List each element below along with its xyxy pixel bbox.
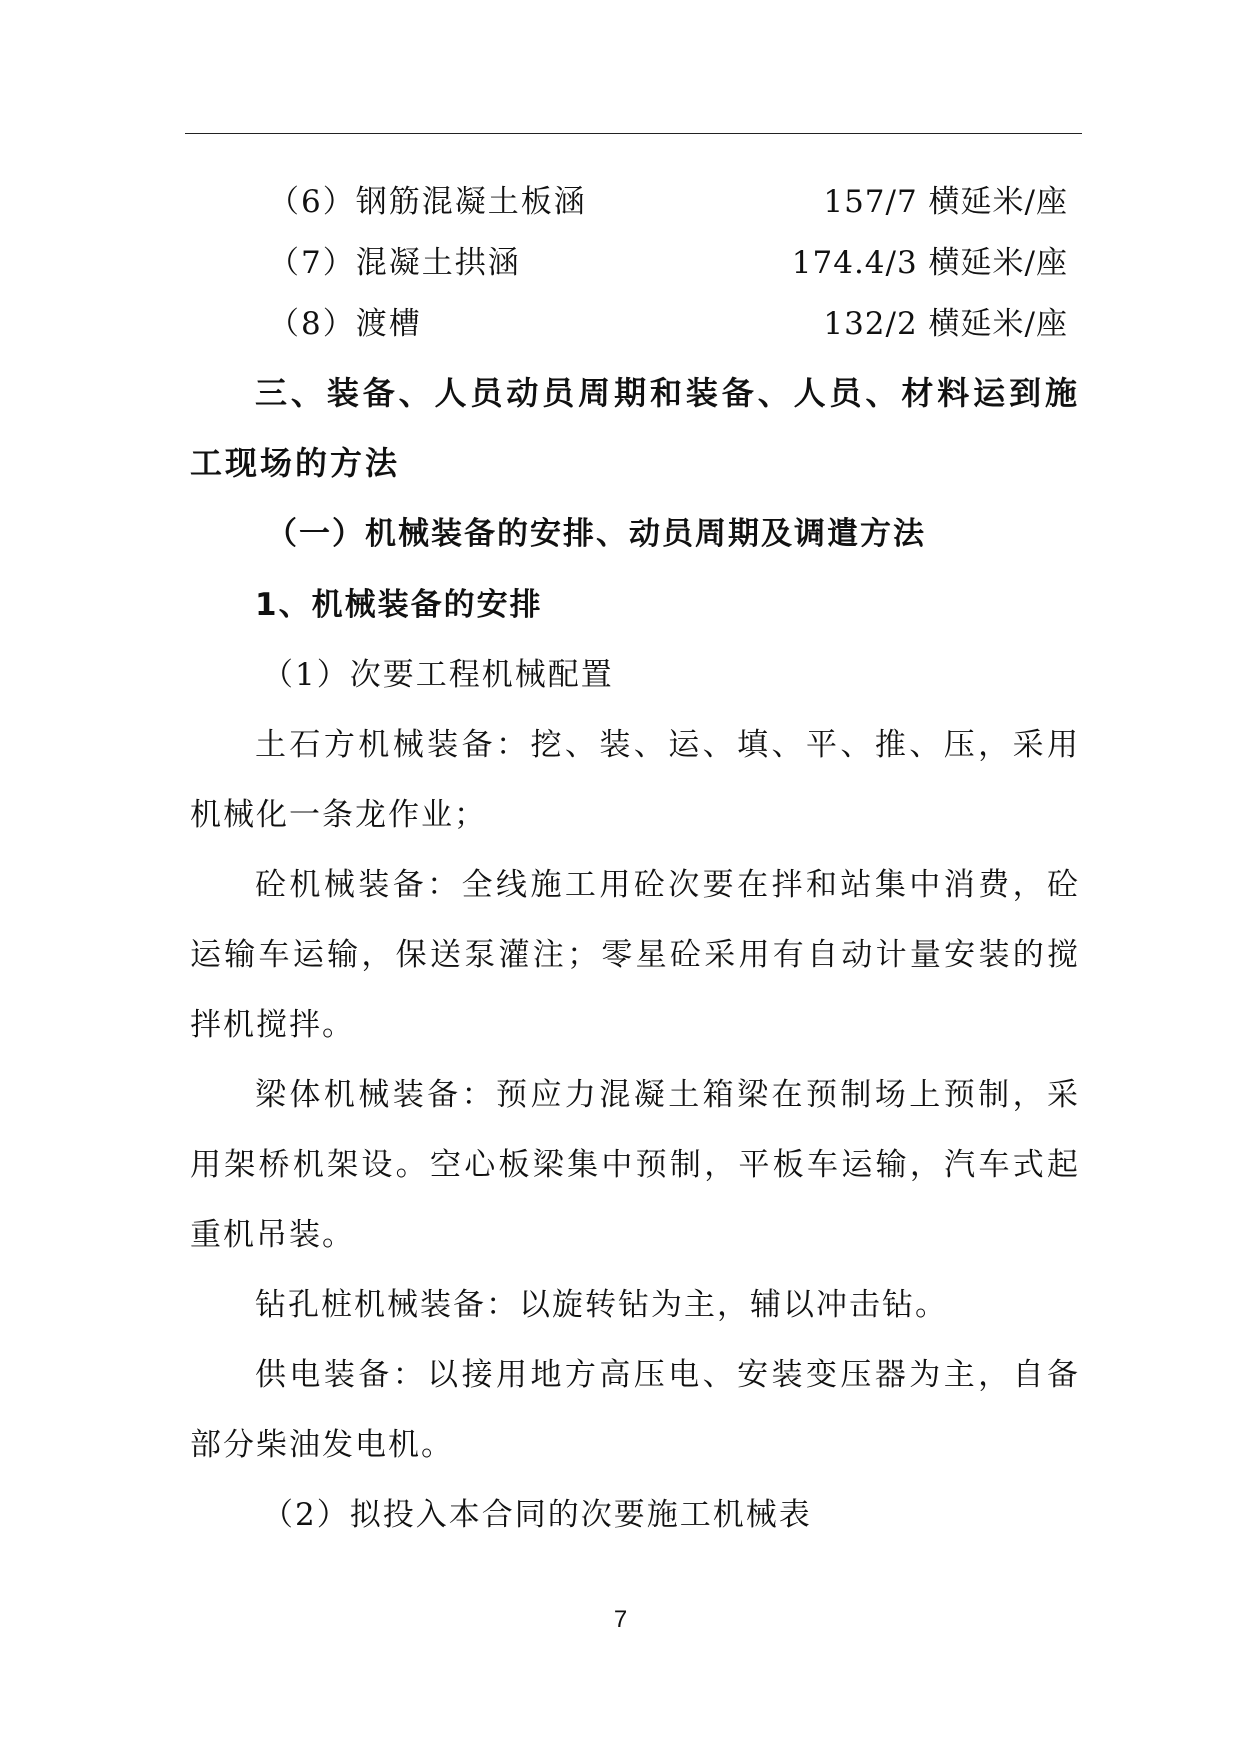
- point-heading: 1、机械装备的安排: [255, 587, 543, 623]
- paragraph-drill: 钻孔桩机械装备：以旋转钻为主，辅以冲击钻。: [255, 1287, 948, 1323]
- item-heading: （1）次要工程机械配置: [262, 657, 614, 693]
- subsection-heading: （一）机械装备的安排、动员周期及调遣方法: [266, 516, 926, 552]
- item-heading: （2）拟投入本合同的次要施工机械表: [262, 1497, 812, 1533]
- paragraph-beam-end: 重机吊装。: [190, 1217, 355, 1253]
- paragraph-beam: 梁体机械装备：预应力混凝土箱梁在预制场上预制，采: [255, 1077, 1080, 1113]
- item-value: 157/7 横延米/座: [823, 184, 1068, 220]
- paragraph-concrete: 砼机械装备：全线施工用砼次要在拌和站集中消费，砼: [255, 867, 1080, 903]
- paragraph-beam-cont: 用架桥机架设。空心板梁集中预制，平板车运输，汽车式起: [190, 1147, 1080, 1183]
- item-label: （6）钢筋混凝土板涵: [268, 184, 587, 220]
- paragraph-earthwork: 土石方机械装备：挖、装、运、填、平、推、压，采用: [255, 727, 1080, 763]
- paragraph-power: 供电装备：以接用地方高压电、安装变压器为主，自备: [255, 1357, 1080, 1393]
- section-heading: 三、装备、人员动员周期和装备、人员、材料运到施: [255, 374, 1080, 412]
- item-value: 132/2 横延米/座: [823, 306, 1068, 342]
- item-label: （7）混凝土拱涵: [268, 245, 521, 281]
- page-number: 7: [613, 1606, 628, 1633]
- item-label: （8）渡槽: [268, 306, 422, 342]
- paragraph-earthwork-cont: 机械化一条龙作业；: [190, 797, 487, 833]
- paragraph-concrete-end: 拌机搅拌。: [190, 1007, 355, 1043]
- paragraph-power-cont: 部分柴油发电机。: [190, 1427, 454, 1463]
- section-heading-cont: 工现场的方法: [190, 444, 401, 482]
- item-value: 174.4/3 横延米/座: [791, 245, 1068, 281]
- paragraph-concrete-cont: 运输车运输，保送泵灌注；零星砼采用有自动计量安装的搅: [190, 937, 1080, 973]
- header-rule: [185, 133, 1082, 134]
